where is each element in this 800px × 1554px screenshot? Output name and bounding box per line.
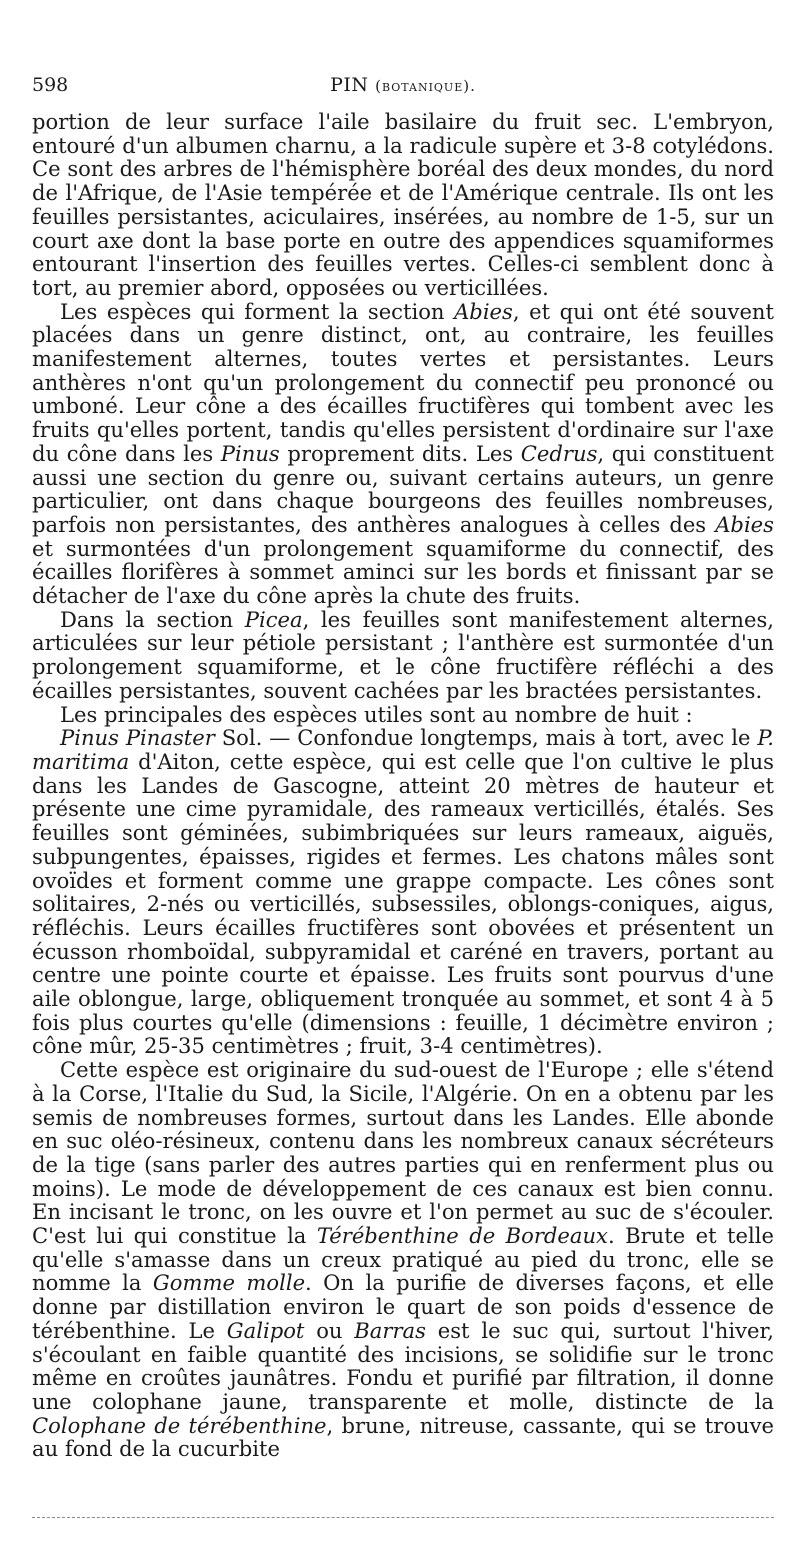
text-run: et surmontées d'un prolongement squamiforme du connectif, des écailles florifères à sommet aminci sur les bords et finissant par se détacher de l'axe du cône après la chute des fruits. [32, 535, 774, 609]
page-header [32, 74, 774, 102]
italic-term: Colophane de térébenthine [32, 1412, 327, 1438]
text-run: , et qui ont été souvent placées dans un genre distinct, ont, au contraire, les feuilles manifestement alternes, toutes vertes et persistantes. Leurs anthères n'ont qu'un prolongement du connectif peu prononcé ou umboné. Leur cône a des écailles fructifères qui tombent avec les fruits qu'elles portent, tandis qu'elles persistent d'ordinaire sur l'axe du cône dans les [32, 298, 774, 466]
text-run: , qui constituent aussi une section du genre ou, suivant certains auteurs, un genre particulier, ont dans chaque bourgeons des feuilles nombreuses, parfois non persistantes, des anthères analogues à celles des [32, 440, 774, 537]
running-head [32, 74, 774, 96]
paragraph [32, 1058, 774, 1461]
paragraph [32, 703, 774, 727]
italic-term: Pinus Pinaster [60, 725, 215, 751]
text-run: Cette espèce est originaire du sud-ouest de l'Europe ; elle s'étend à la Corse, l'Italie du Sud, la Sicile, l'Algérie. On en a obtenu par les semis de nombreuses formes, surtout dans les Landes. Elle abonde en suc oléo-résineux, contenu dans les nombreux canaux sécréteurs de la tige (sans parler des autres parties qui en renferment plus ou moins). Le mode de développement de ces canaux est bien connu. En incisant le tronc, on les ouvre et l'on permet au suc de s'écouler. C'est lui qui constitue la [32, 1057, 774, 1249]
italic-term: Pinus [220, 440, 280, 466]
text-run: , brune, nitreuse, cassante, qui se trouve au fond de la cucurbite [32, 1412, 774, 1462]
italic-term: Barras [354, 1317, 426, 1343]
paragraph [32, 608, 774, 703]
paragraph [32, 110, 774, 300]
italic-term: Abies [715, 511, 774, 537]
text-run: Sol. — Confondue longtemps, mais à tort, avec le [214, 725, 758, 751]
text-run: Les espèces qui forment la section [60, 298, 455, 324]
text-body [32, 110, 774, 1461]
italic-term: Térébenthine de Bordeaux [316, 1223, 608, 1249]
footer-rule [32, 1517, 774, 1518]
text-run: Dans la section [60, 606, 245, 632]
italic-term: Cedrus [520, 440, 598, 466]
italic-term: P. maritima [32, 725, 774, 774]
text-run: proprement dits. Les [279, 440, 521, 466]
italic-term: Picea [244, 606, 303, 632]
italic-term: Gomme molle [152, 1270, 306, 1296]
running-head-main: PIN [330, 74, 369, 96]
text-run: d'Aiton, cette espèce, qui est celle que l'on cultive le plus dans les Landes de Gascogne, atteint 20 mètres de hauteur et présente une cime pyramidale, des rameaux verticillés, étalés. Ses feuilles sont géminées, subimbriquées sur leurs rameaux, aiguës, subpungentes, épaisses, rigides et fermes. Les chatons mâles sont ovoïdes et forment comme une grappe compacte. Les cônes sont solitaires, 2-nés ou verticillés, subsessiles, oblongs-coniques, aigus, réfléchis. Leurs écailles fructifères sont obovées et présentent un écusson rhomboïdal, subpyramidal et caréné en travers, portant au centre une pointe courte et épaisse. Les fruits sont pourvus d'une aile oblongue, large, obliquement tronquée au sommet, et sont 4 à 5 fois plus courtes qu'elle (dimensions : feuille, 1 décimètre environ ; cône mûr, 25-35 centimètres ; fruit, 3-4 centimètres). [32, 748, 774, 1059]
italic-term: Galipot [226, 1317, 305, 1343]
text-run: portion de leur surface l'aile basilaire du fruit sec. L'embryon, entouré d'un albumen charnu, a la radicule supère et 3-8 cotylédons. Ce sont des arbres de l'hémisphère boréal des deux mondes, du nord de l'Afrique, de l'Asie tempérée et de l'Amérique centrale. Ils ont les feuilles persistantes, aciculaires, insérées, au nombre de 1-5, sur un court axe dont la base porte en outre des appendices squamiformes entourant l'insertion des feuilles vertes. Celles-ci semblent donc à tort, au premier abord, opposées ou verticillées. [32, 109, 774, 300]
text-run: Les principales des espèces utiles sont au nombre de huit : [60, 701, 693, 727]
paragraph [32, 726, 774, 1058]
text-run: est le suc qui, surtout l'hiver, s'écoulant en faible quantité des incisions, se solidifie sur le tronc même en croûtes jaunâtres. Fondu et purifié par filtration, il donne une colophane jaune, transparente et molle, distincte de la [32, 1317, 774, 1414]
paragraph [32, 300, 774, 608]
italic-term: Abies [454, 298, 513, 324]
text-run: , les feuilles sont manifestement alternes, articulées sur leur pétiole persistant ; l'anthère est surmontée d'un prolongement squamiforme, et le cône fructifère réfléchi a des écailles persistantes, souvent cachées par les bractées persistantes. [32, 606, 774, 703]
text-run: . Brute et telle qu'elle s'amasse dans un creux pratiqué au pied du tronc, elle se nomme la [32, 1223, 774, 1296]
text-run: . On la purifie de diverses façons, et elle donne par distillation environ le quart de son poids d'essence de térébenthine. Le [32, 1270, 774, 1343]
running-head-sub: (botanique). [375, 77, 476, 95]
text-run: ou [304, 1317, 355, 1343]
page-number: 598 [32, 74, 69, 96]
